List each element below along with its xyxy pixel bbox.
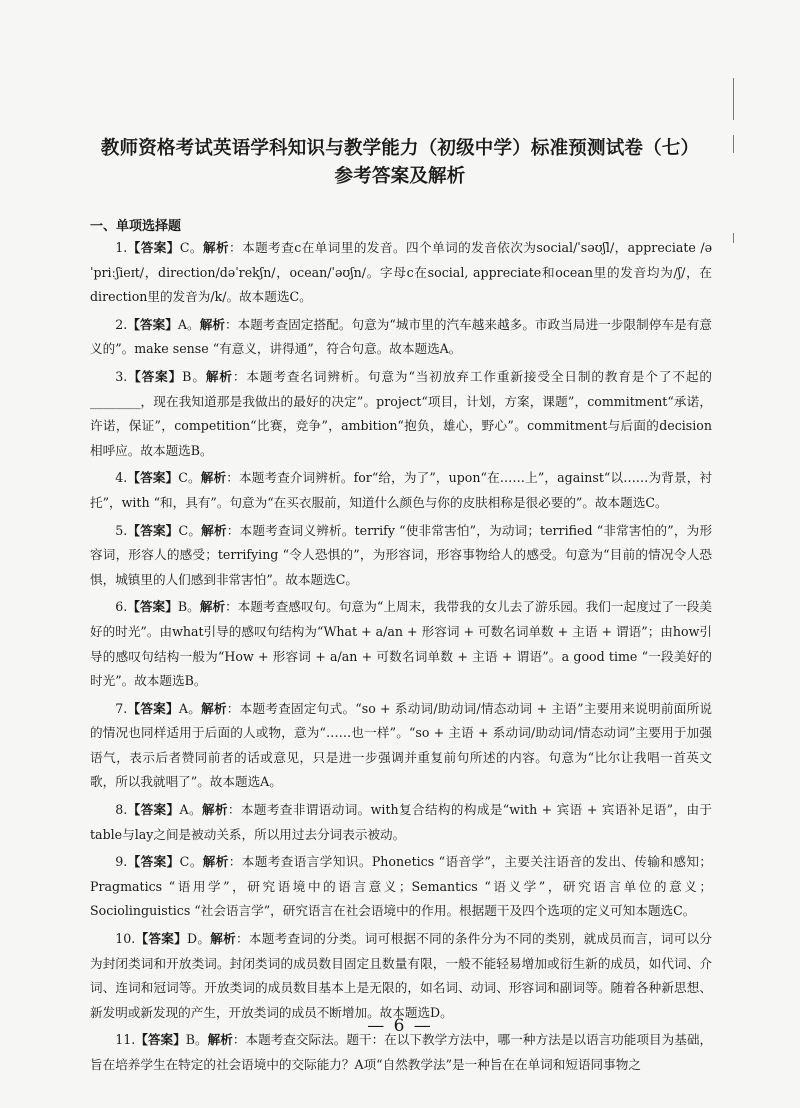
answer-label: 【答案】 bbox=[127, 368, 183, 384]
analysis-text: 本题考查交际法。题干：在以下教学方法中，哪一种方法是以语言功能项目为基础，旨在培养学生在特定的社会语境中的交际能力？A项“自然教学法”是一种旨在在单词和短语同事物之 bbox=[90, 1032, 713, 1072]
analysis-label: 解析 bbox=[207, 1032, 233, 1048]
answer-label: 【答案】 bbox=[135, 1032, 186, 1048]
answer-item: 5.【答案】C。解析：本题考查词义辨析。terrify “使非常害怕”，为动词；terrified “非常害怕的”，为形容词，形容人的感受；terrifying “令人恐惧的”，为形容词，形容事物给人的感受。句意为“目前的情况令人恐惧，城镇里的人们感到非常害怕”。故本题选C。 bbox=[90, 522, 713, 587]
answer-item: 2.【答案】A。解析：本题考查固定搭配。句意为“城市里的汽车越来越多。市政当局进一步限制停车是有意义的”。make sense “有意义，讲得通”，符合句意。故本题选A。 bbox=[90, 316, 713, 357]
analysis-label: 解析 bbox=[205, 368, 233, 384]
answer-choice: A bbox=[177, 316, 187, 332]
page-number: — 6 — bbox=[367, 1016, 433, 1036]
answer-item: 1.【答案】C。解析：本题考查c在单词里的发音。四个单词的发音依次为social/ˈsəʊʃl/，appreciate /əˈpriːʃieɪt/，direction/dəˈrekʃn/，ocean/ˈəʊʃn/。字母c在social, appreciate和ocean里的发音均为/ʃ/，在direction里的发音为/k/。故本题选C。 bbox=[90, 240, 713, 305]
analysis-label: 解析 bbox=[202, 240, 230, 255]
answer-choice: A bbox=[179, 802, 189, 818]
analysis-label: 解析 bbox=[201, 802, 228, 818]
answer-label: 【答案】 bbox=[127, 240, 180, 255]
analysis-label: 解析 bbox=[201, 700, 227, 716]
item-number: 4. bbox=[115, 470, 128, 486]
analysis-label: 解析 bbox=[210, 931, 237, 947]
answer-item: 8.【答案】A。解析：本题考查非谓语动词。with复合结构的构成是“with + 宾语 + 宾语补足语”，由于table与lay之间是被动关系，所以用过去分词表示被动。 bbox=[90, 802, 713, 842]
answer-label: 【答案】 bbox=[127, 599, 178, 615]
answer-choice: A bbox=[178, 700, 188, 716]
answer-choice: C bbox=[179, 854, 190, 870]
answer-choice: B bbox=[185, 1032, 195, 1048]
answer-label: 【答案】 bbox=[135, 931, 187, 947]
answer-choice: C bbox=[179, 240, 190, 255]
answer-label: 【答案】 bbox=[127, 470, 179, 486]
answer-label: 【答案】 bbox=[127, 316, 178, 332]
analysis-label: 解析 bbox=[199, 316, 225, 332]
analysis-text: 本题考查非谓语动词。with复合结构的构成是“with + 宾语 + 宾语补足语”，由于table与lay之间是被动关系，所以用过去分词表示被动。 bbox=[90, 802, 713, 842]
answer-item: 11.【答案】B。解析：本题考查交际法。题干：在以下教学方法中，哪一种方法是以语言功能项目为基础，旨在培养学生在特定的社会语境中的交际能力？A项“自然教学法”是一种旨在在单词和短语同事物之 bbox=[90, 1032, 713, 1072]
answer-choice: B bbox=[182, 368, 192, 384]
item-number: 8. bbox=[115, 802, 128, 818]
analysis-label: 解析 bbox=[201, 522, 227, 538]
analysis-text: 本题考查固定句式。“so + 系动词/助动词/情态动词 + 主语”主要用来说明前面所说的情况也同样适用于后面的人或物，意为“……也一样”。“so + 主语 + 系动词/助动词/情态动词”主要用于加强语气，表示后者赞同前者的话或意见，只是进一步强调并重复前句所述的内容。句意为“比尔让我唱一首英文歌，所以我就唱了”。故本题选A。 bbox=[90, 700, 713, 790]
item-number: 2. bbox=[115, 316, 128, 332]
answer-item: 9.【答案】C。解析：本题考查语言学知识。Phonetics “语音学”，主要关注语音的发出、传输和感知；Pragmatics “语用学”，研究语境中的语言意义；Semantics “语义学”，研究语言单位的意义；Sociolinguistics “社会语言学”，研究语言在社会语境中的作用。根据题干及四个选项的定义可知本题选C。 bbox=[90, 854, 713, 919]
analysis-text: 本题考查词义辨析。terrify “使非常害怕”，为动词；terrified “非常害怕的”，为形容词，形容人的感受；terrifying “令人恐惧的”，为形容词，形容事物给人的感受。句意为“目前的情况令人恐惧，城镇里的人们感到非常害怕”。故本题选C。 bbox=[90, 522, 713, 587]
item-number: 7. bbox=[115, 700, 128, 716]
answer-choice: B bbox=[177, 599, 188, 615]
item-number: 6. bbox=[115, 599, 128, 615]
answer-label: 【答案】 bbox=[127, 700, 179, 716]
answer-list bbox=[90, 236, 712, 1081]
page-title: 教师资格考试英语学科知识与教学能力（初级中学）标准预测试卷（七） bbox=[100, 138, 700, 159]
answer-choice: D bbox=[187, 931, 198, 947]
analysis-text: 本题考查词的分类。词可根据不同的条件分为不同的类别，就成员而言，词可以分为封闭类词和开放类词。封闭类词的成员数目固定且数量有限，一般不能轻易增加或衍生新的成员，如代词、介词、连词和冠词等。开放类词的成员数目基本上是无限的，如名词、动词、形容词和副词等。随着各种新思想、新发明或新发现的产生，开放类词的成员不断增加。故本题选D。 bbox=[90, 931, 713, 1020]
analysis-label: 解析 bbox=[202, 854, 229, 870]
page-subtitle: 参考答案及解析 bbox=[334, 166, 466, 187]
item-number: 10. bbox=[115, 931, 136, 947]
answer-choice: C bbox=[178, 522, 189, 538]
answer-item: 10.【答案】D。解析：本题考查词的分类。词可根据不同的条件分为不同的类别，就成员而言，词可以分为封闭类词和开放类词。封闭类词的成员数目固定且数量有限，一般不能轻易增加或衍生新的成员，如代词、介词、连词和冠词等。开放类词的成员数目基本上是无限的，如名词、动词、形容词和副词等。随着各种新思想、新发明或新发现的产生，开放类词的成员不断增加。故本题选D。 bbox=[90, 931, 713, 1020]
margin-mark bbox=[733, 233, 734, 243]
margin-mark bbox=[733, 78, 734, 120]
item-number: 5. bbox=[115, 522, 128, 538]
analysis-text: 本题考查c在单词里的发音。四个单词的发音依次为social/ˈsəʊʃl/，appreciate /əˈpriːʃieɪt/，direction/dəˈrekʃn/，ocean/ˈəʊʃn/。字母c在social, appreciate和ocean里的发音均为/ʃ/，在direction里的发音为/k/。故本题选C。 bbox=[90, 240, 713, 305]
analysis-label: 解析 bbox=[200, 470, 227, 486]
analysis-label: 解析 bbox=[199, 599, 226, 615]
answer-item: 4.【答案】C。解析：本题考查介词辨析。for“给，为了”，upon“在……上”，against“以……为背景，衬托”，with “和，具有”。句意为“在买衣服前，知道什么颜色与你的皮肤相称是很必要的”。故本题选C。 bbox=[90, 470, 713, 510]
analysis-text: 本题考查名词辨析。句意为“当初放弃工作重新接受全日制的教育是个了不起的________，现在我知道那是我做出的最好的决定”。project“项目，计划，方案，课题”，commitment“承诺，许诺，保证”，competition“比赛，竞争”，ambition“抱负，雄心，野心”。commitment与后面的decision相呼应。故本题选B。 bbox=[90, 368, 713, 458]
analysis-text: 本题考查固定搭配。句意为“城市里的汽车越来越多。市政当局进一步限制停车是有意义的”。make sense “有意义，讲得通”，符合句意。故本题选A。 bbox=[90, 316, 713, 357]
analysis-text: 本题考查语言学知识。Phonetics “语音学”，主要关注语音的发出、传输和感知；Pragmatics “语用学”，研究语境中的语言意义；Semantics “语义学”，研究语言单位的意义；Sociolinguistics “社会语言学”，研究语言在社会语境中的作用。根据题干及四个选项的定义可知本题选C。 bbox=[90, 854, 713, 919]
item-number: 9. bbox=[115, 854, 128, 870]
answer-label: 【答案】 bbox=[127, 802, 180, 818]
answer-label: 【答案】 bbox=[127, 522, 179, 538]
answer-label: 【答案】 bbox=[127, 854, 180, 870]
section-heading: 一、单项选择题 bbox=[90, 219, 182, 234]
item-number: 11. bbox=[115, 1032, 136, 1048]
answer-choice: C bbox=[178, 470, 188, 486]
analysis-text: 本题考查感叹句。句意为“上周末，我带我的女儿去了游乐园。我们一起度过了一段美好的时光”。由what引导的感叹句结构为“What + a/an + 形容词 + 可数名词单数 + 主语 + 谓语”；由how引导的感叹句结构一般为“How + 形容词 + a/an + 可数名词单数 + 主语 + 谓语”。a good time “一段美好的时光”。故本题选B。 bbox=[90, 599, 713, 689]
answer-item: 7.【答案】A。解析：本题考查固定句式。“so + 系动词/助动词/情态动词 + 主语”主要用来说明前面所说的情况也同样适用于后面的人或物，意为“……也一样”。“so + 主语 + 系动词/助动词/情态动词”主要用于加强语气，表示后者赞同前者的话或意见，只是进一步强调并重复前句所述的内容。句意为“比尔让我唱一首英文歌，所以我就唱了”。故本题选A。 bbox=[90, 700, 713, 790]
item-number: 1. bbox=[115, 240, 128, 255]
answer-item: 3.【答案】B。解析：本题考查名词辨析。句意为“当初放弃工作重新接受全日制的教育是个了不起的________，现在我知道那是我做出的最好的决定”。project“项目，计划，方案，课题”，commitment“承诺，许诺，保证”，competition“比赛，竞争”，ambition“抱负，雄心，野心”。commitment与后面的decision相呼应。故本题选B。 bbox=[90, 368, 713, 458]
answer-item: 6.【答案】B。解析：本题考查感叹句。句意为“上周末，我带我的女儿去了游乐园。我们一起度过了一段美好的时光”。由what引导的感叹句结构为“What + a/an + 形容词 + 可数名词单数 + 主语 + 谓语”；由how引导的感叹句结构一般为“How + 形容词 + a/an + 可数名词单数 + 主语 + 谓语”。a good time “一段美好的时光”。故本题选B。 bbox=[90, 599, 713, 689]
analysis-text: 本题考查介词辨析。for“给，为了”，upon“在……上”，against“以……为背景，衬托”，with “和，具有”。句意为“在买衣服前，知道什么颜色与你的皮肤相称是很必要的”。故本题选C。 bbox=[90, 470, 713, 510]
item-number: 3. bbox=[115, 368, 128, 384]
